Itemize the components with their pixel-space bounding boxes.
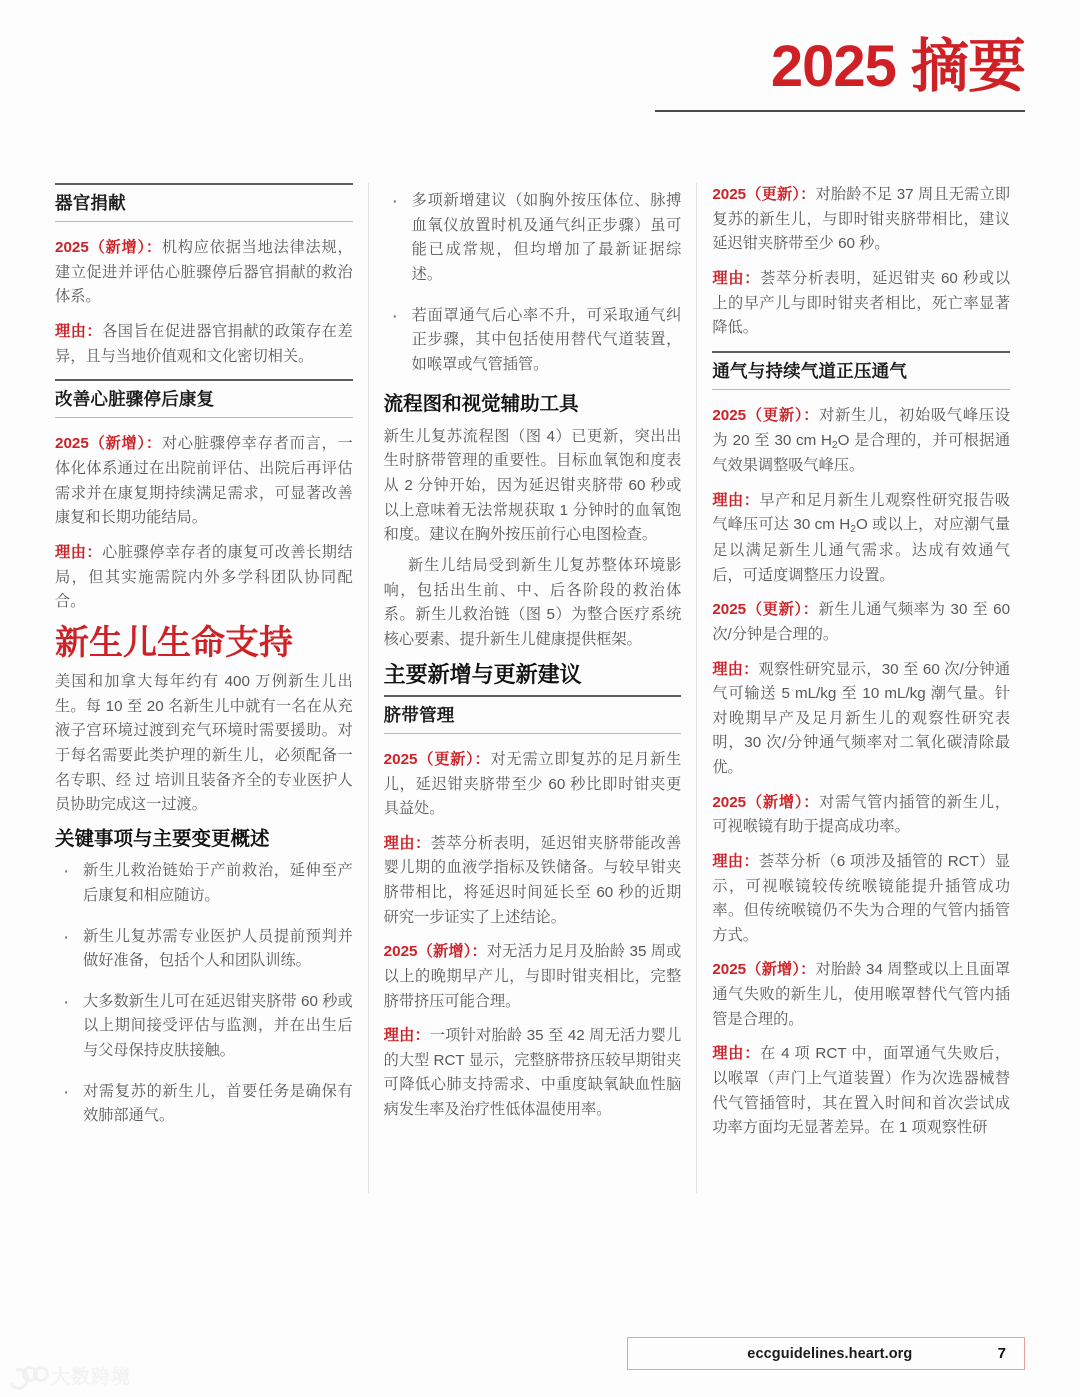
flowchart-para-1: 新生儿复苏流程图（图 4）已更新，突出出生时脐带管理的重要性。目标血氧饱和度表从 2 分钟开始，因为延迟钳夹脐带 60 秒或以上意味着无法常规获取 1 分钟时的血氧饱和度。建议在胸外按压前行心电图检查。 (383, 427, 682, 544)
masthead (0, 0, 1080, 140)
watermark (8, 1362, 131, 1389)
cord-2025-updated (384, 748, 682, 822)
heading-major-new-updated: 主要新增与更新建议 (383, 662, 582, 688)
heading-key-items-changes: 关键事项与主要变更概述 (55, 827, 270, 850)
label-2025-new: 2025（新增）： (712, 961, 816, 979)
lma-rationale (712, 1042, 1010, 1141)
lma-rationale-text: 在 4 项 RCT 中，面罩通气失败后，以喉罩（声门上气道装置）作为次选器械替代气管插管时，其在置入时间和首次尝试成功率方面均无显著差异。在 1 项观察性研 (712, 1045, 1011, 1137)
lma-2025-new (712, 958, 1010, 1032)
ventilation-2025-pip-text-b: O 是合理的，并可根据通气效果调整吸气峰压。 (712, 431, 1011, 475)
ventilation-2025-pip (712, 404, 1010, 479)
watermark-label: 大数跨境 (51, 1367, 132, 1388)
label-2025-updated: 2025（更新）： (712, 186, 816, 203)
ventilation-rationale-rate-text: 观察性研究显示，30 至 60 次/分钟通气可输送 5 mL/kg 至 10 mL/kg 潮气量。针对晚期早产及足月新生儿的观察性研究表明，30 次/分钟通气频率对二氧化碳清除最优。 (712, 660, 1011, 777)
cord-2025-updated-text: 对无需立即复苏的足月新生儿，延迟钳夹脐带至少 60 秒比即时钳夹更具益处。 (383, 750, 682, 818)
preterm-cord-2025 (712, 183, 1010, 257)
heading-organ-donation: 器官捐献 (55, 183, 353, 222)
list-item: · 对需复苏的新生儿，首要任务是确保有效肺部通气。 (55, 1080, 353, 1129)
label-2025-updated: 2025（更新）： (383, 750, 491, 768)
neonatal-intro: 美国和加拿大每年约有 400 万例新生儿出生。每 10 至 20 名新生儿中就有一名在从充液子宫环境过渡到充气环境时需要援助。对于每名需要此类护理的新生儿，必须配备一名专职、经 过 培训且装备齐全的专业医护人员协助完成这一过渡。 (55, 673, 353, 814)
heading-neonatal-life-support: 新生儿生命支持 (55, 623, 293, 662)
intubation-rationale-videolaryngoscope (712, 850, 1010, 949)
masthead-inner (655, 34, 1025, 112)
list-item: · 若面罩通气后心率不升，可采取通气纠正步骤，其中包括使用替代气道装置，如喉罩或气管插管。 (384, 304, 682, 378)
ventilation-rationale-rate (712, 658, 1010, 781)
intubation-rationale-text: 荟萃分析（6 项涉及插管的 RCT）显示，可视喉镜较传统喉镜能提升插管成功率。但传统喉镜仍不失为合理的气管内插管方式。 (712, 852, 1011, 944)
column-3 (696, 183, 1025, 1193)
label-2025-updated: 2025（更新）： (712, 601, 819, 619)
cord-rationale-2 (384, 1024, 682, 1123)
preterm-cord-rationale (712, 267, 1010, 341)
label-rationale: 理由： (55, 543, 103, 561)
ventilation-2025-rate-text: 新生儿通气频率为 30 至 60 次/分钟是合理的。 (712, 601, 1011, 643)
label-rationale: 理由： (55, 323, 103, 340)
organ-donation-2025 (55, 236, 353, 310)
list-item: · 大多数新生儿可在延迟钳夹脐带 60 秒或以上期间接受评估与监测，并在出生后与父母保持皮肤接触。 (55, 990, 353, 1064)
label-rationale: 理由： (712, 1045, 761, 1063)
list-item: · 新生儿复苏需专业医护人员提前预判并做好准备，包括个人和团队训练。 (55, 925, 353, 974)
organ-donation-2025-text: 机构应依据当地法律法规，建立促进并评估心脏骤停后器官捐献的救治体系。 (55, 239, 353, 306)
preterm-cord-rationale-text: 荟萃分析表明，延迟钳夹 60 秒或以上的早产儿与即时钳夹者相比，死亡率显著降低。 (712, 269, 1011, 337)
label-rationale: 理由： (712, 491, 760, 509)
ventilation-rationale-pip-text-a: 早产和足月新生儿观察性研究报告吸气峰压可达 30 cm H (712, 491, 1011, 534)
column-1 (55, 183, 368, 1193)
label-2025-new: 2025（新增）： (383, 943, 487, 961)
watermark-logo-icon (8, 1365, 44, 1387)
label-rationale: 理由： (712, 852, 759, 870)
flowchart-para-2: 新生儿结局受到新生儿复苏整体环境影响，包括出生前、中、后各阶段的救治体系。新生儿救治链（图 5）为整合医疗系统核心要素、提升新生儿健康提供框架。 (383, 556, 682, 648)
page-footer (0, 1277, 1080, 1397)
organ-donation-rationale (55, 320, 353, 369)
page-title: 2025 摘要 (770, 34, 1025, 99)
ventilation-2025-pip-text-a: 对新生儿，初始吸气峰压设为 20 至 30 cm H (712, 406, 1011, 449)
footer-url[interactable]: eccguidelines.heart.org (747, 1345, 913, 1362)
heading-post-arrest-recovery: 改善心脏骤停后康复 (55, 379, 353, 418)
article-columns (55, 183, 1025, 1193)
preterm-cord-2025-text: 对胎龄不足 37 周且无需立即复苏的新生儿，与即时钳夹脐带相比，建议延迟钳夹脐带至少 60 秒。 (712, 186, 1011, 253)
ventilation-2025-rate (712, 598, 1010, 647)
label-rationale: 理由： (383, 1027, 430, 1045)
cord-2025-new-text: 对无活力足月及胎龄 35 周或以上的晚期早产儿，与即时钳夹相比，完整脐带挤压可能合理。 (383, 943, 682, 1010)
organ-donation-rationale-text: 各国旨在促进器官捐献的政策存在差异，且与当地价值观和文化密切相关。 (55, 323, 353, 365)
cord-rationale-1 (384, 832, 682, 931)
label-2025-new: 2025（新增）： (55, 435, 162, 453)
key-items-list (55, 859, 353, 1129)
heading-ventilation-cpap: 通气与持续气道正压通气 (712, 351, 1010, 390)
cord-rationale-2-text: 一项针对胎龄 35 至 42 周无活力婴儿的大型 RCT 显示，完整脐带挤压较早期钳夹可降低心肺支持需求、中重度缺氧缺血性脑病发生率及治疗性低体温使用率。 (383, 1027, 682, 1119)
heading-flowcharts-visual-aids: 流程图和视觉辅助工具 (383, 393, 579, 416)
heading-cord-management: 脐带管理 (384, 695, 682, 734)
footer-bar (627, 1337, 1025, 1370)
recovery-rationale (55, 541, 353, 615)
subscript-2: 2 (831, 439, 838, 451)
list-item: · 新生儿救治链始于产前救治，延伸至产后康复和相应随访。 (55, 859, 353, 908)
masthead-divider (655, 110, 1025, 112)
cord-2025-new (384, 940, 682, 1014)
ventilation-rationale-pip-text-b: O 或以上，对应潮气量足以满足新生儿通气需求。达成有效通气后，可适度调整压力设置。 (712, 516, 1011, 584)
label-rationale: 理由： (712, 269, 761, 287)
label-2025-new: 2025（新增）： (55, 239, 162, 257)
label-2025-new: 2025（新增）： (712, 793, 820, 811)
intubation-2025-videolaryngoscope (712, 791, 1010, 840)
key-items-list-continued (384, 189, 682, 377)
recovery-2025 (55, 432, 353, 531)
lma-2025-new-text: 对胎龄 34 周整或以上且面罩通气失败的新生儿，使用喉罩替代气管内插管是合理的。 (712, 961, 1011, 1028)
recovery-rationale-text: 心脏骤停幸存者的康复可改善长期结局，但其实施需院内外多学科团队协同配合。 (55, 543, 353, 611)
column-2 (368, 183, 697, 1193)
ventilation-rationale-pip (712, 489, 1010, 589)
list-item: · 多项新增建议（如胸外按压体位、脉搏血氧仪放置时机及通气纠正步骤）虽可能已成常规，但均增加了最新证据综述。 (384, 189, 682, 288)
label-2025-updated: 2025（更新）： (712, 406, 820, 424)
subscript-2: 2 (850, 524, 856, 536)
cord-rationale-1-text: 荟萃分析表明，延迟钳夹脐带能改善婴儿期的血液学指标及铁储备。与较早钳夹脐带相比，将延迟时间延长至 60 秒的近期研究一步证实了上述结论。 (383, 834, 682, 926)
recovery-2025-text: 对心脏骤停幸存者而言，一体化体系通过在出院前评估、出院后再评估需求并在康复期持续满足需求，可显著改善康复和长期功能结局。 (55, 435, 353, 527)
page-number: 7 (997, 1345, 1006, 1362)
intubation-2025-text: 对需气管内插管的新生儿，可视喉镜有助于提高成功率。 (712, 793, 1011, 836)
label-rationale: 理由： (712, 660, 759, 678)
label-rationale: 理由： (383, 834, 431, 852)
